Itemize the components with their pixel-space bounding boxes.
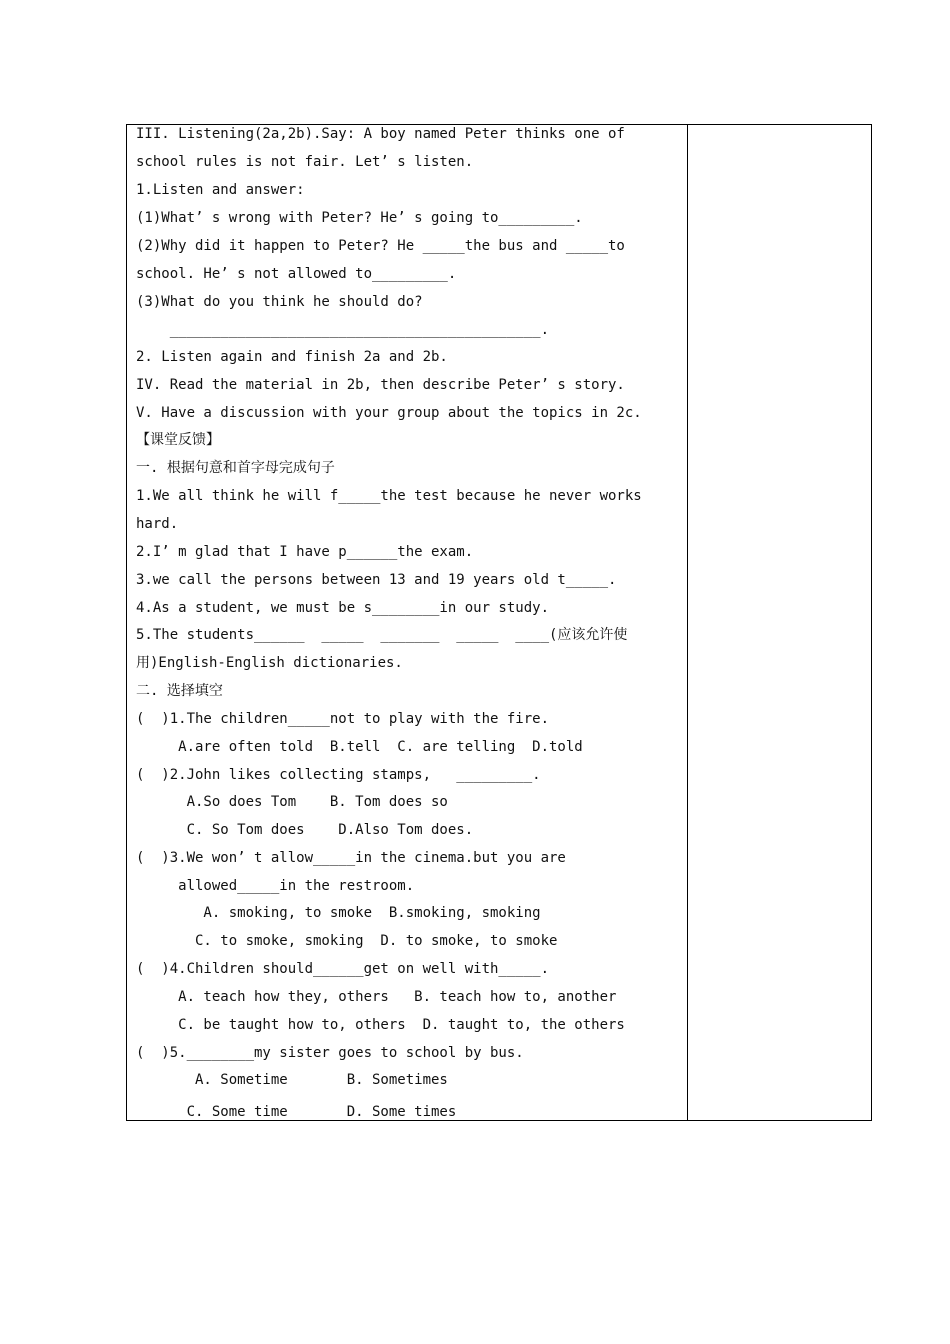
option-line: A. teach how they, others B. teach how to, another [136,989,617,1005]
question-line: ( )4.Children should______get on well with_____. [136,961,550,977]
option-line: A. Sometime B. Sometimes [136,1072,448,1088]
option-line: A. smoking, to smoke B.smoking, smoking [136,905,541,921]
answer-blank-line: ____________________________________________. [136,322,550,338]
text-line: hard. [136,516,179,532]
text-line: III. Listening(2a,2b).Say: A boy named Peter thinks one of [136,126,625,142]
text-line: (3)What do you think he should do? [136,294,423,310]
question-line: ( )3.We won’ t allow_____in the cinema.but you are [136,850,566,866]
option-line: C. be taught how to, others D. taught to, the others [136,1017,625,1033]
text-line: 2. Listen again and finish 2a and 2b. [136,349,448,365]
question-line: ( )2.John likes collecting stamps, _________. [136,767,541,783]
column-divider [687,125,688,1120]
text-line: 4.As a student, we must be s________in our study. [136,600,550,616]
option-line: A.are often told B.tell C. are telling D.told [136,739,583,755]
option-line: C. to smoke, smoking D. to smoke, to smoke [136,933,558,949]
section-heading: 二. 选择填空 [136,683,223,699]
text-line: school. He’ s not allowed to_________. [136,266,457,282]
option-line: C. So Tom does D.Also Tom does. [136,822,474,838]
question-line: ( )1.The children_____not to play with the fire. [136,711,550,727]
section-heading: 【课堂反馈】 [136,432,220,448]
text-line: 3.we call the persons between 13 and 19 years old t_____. [136,572,617,588]
text-line: (2)Why did it happen to Peter? He _____the bus and _____to [136,238,625,254]
text-line: (1)What’ s wrong with Peter? He’ s going to_________. [136,210,583,226]
worksheet-table [126,124,872,1121]
text-line: 1.We all think he will f_____the test because he never works [136,488,642,504]
text-line: IV. Read the material in 2b, then describe Peter’ s story. [136,377,625,393]
text-line: V. Have a discussion with your group about the topics in 2c. [136,405,642,421]
section-heading: 一. 根据句意和首字母完成句子 [136,460,335,476]
question-line: ( )5.________my sister goes to school by bus. [136,1045,524,1061]
text-line: school rules is not fair. Let’ s listen. [136,154,474,170]
text-line: 2.I’ m glad that I have p______the exam. [136,544,474,560]
option-line: A.So does Tom B. Tom does so [136,794,448,810]
text-line: 1.Listen and answer: [136,182,305,198]
option-line: C. Some time D. Some times [136,1104,457,1120]
text-line: 5.The students______ _____ _______ _____ ____(应该允许使 [136,627,628,643]
text-line: 用)English-English dictionaries. [136,655,403,671]
question-line: allowed_____in the restroom. [136,878,415,894]
